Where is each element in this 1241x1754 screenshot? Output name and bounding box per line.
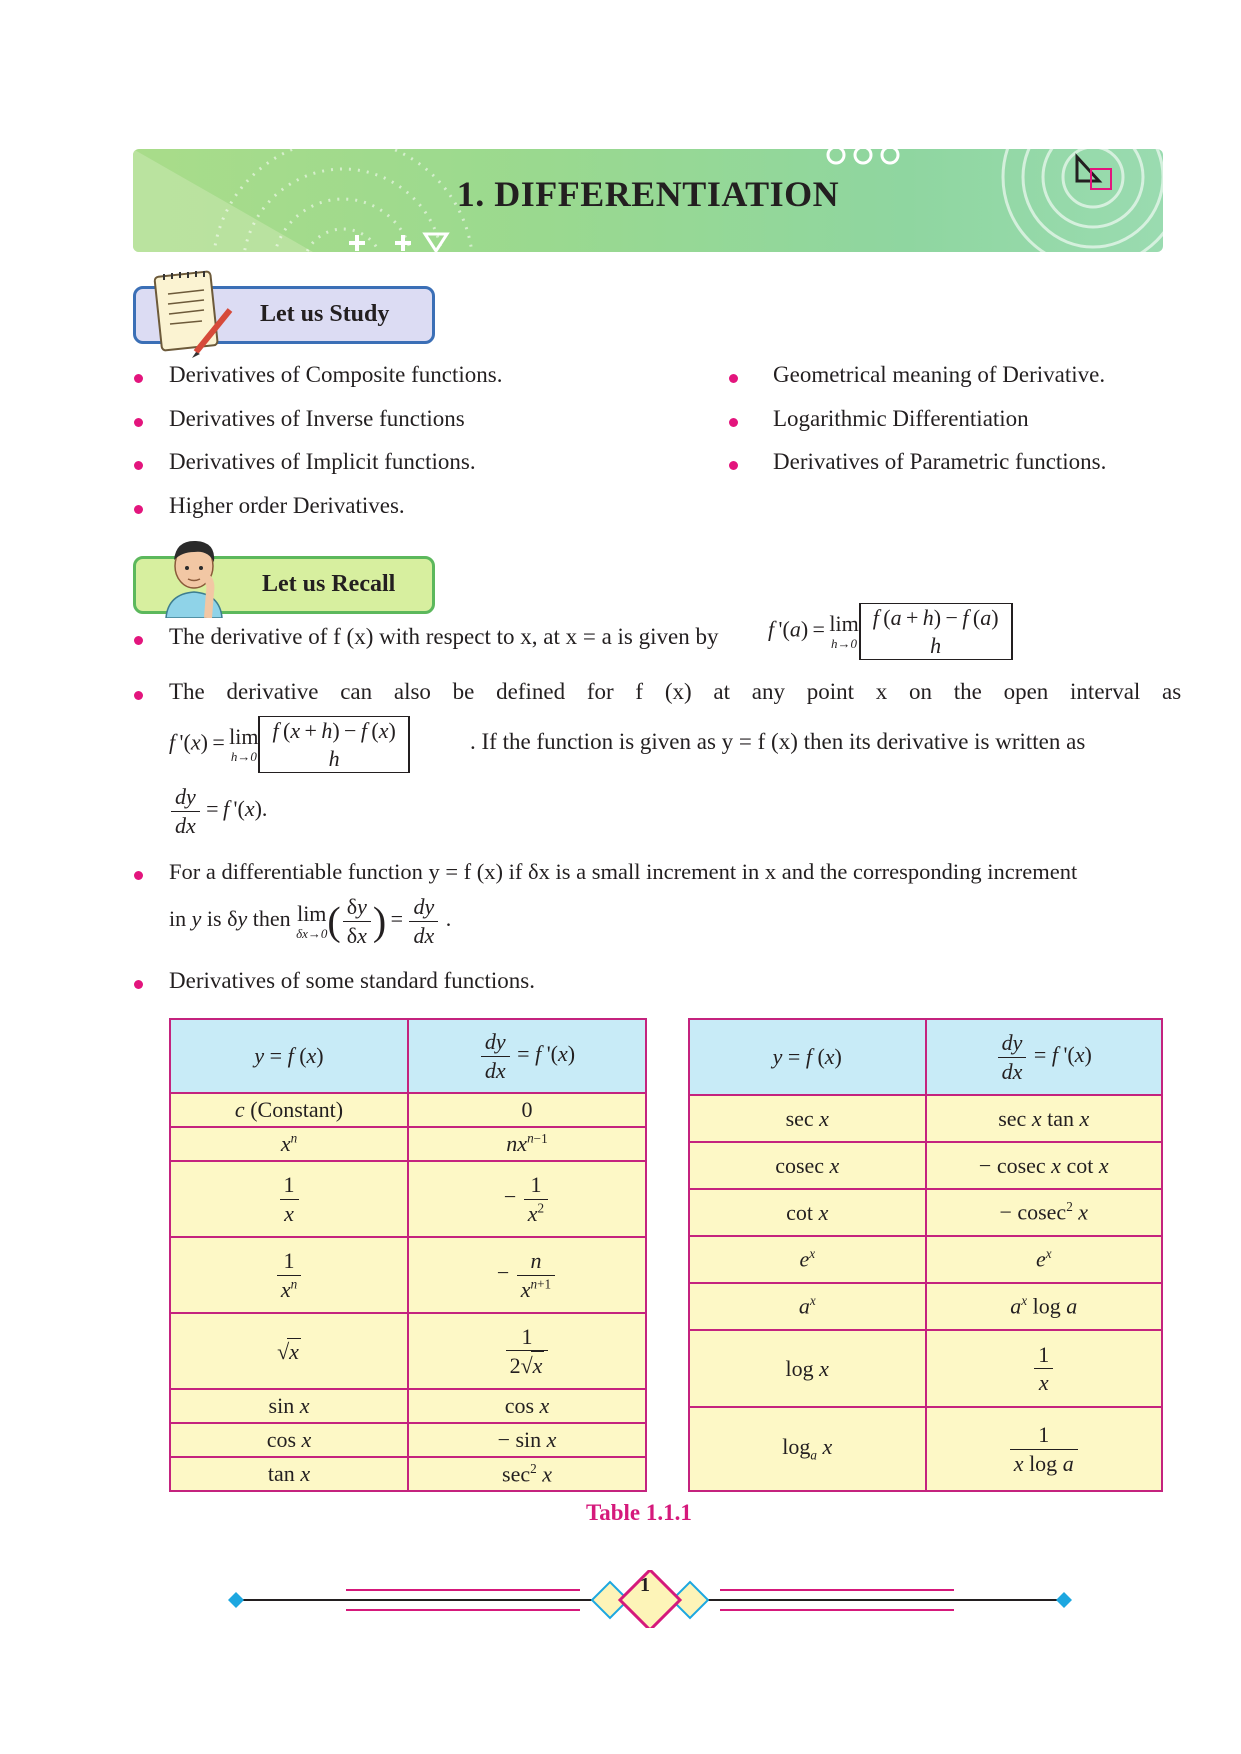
table-header-derivative: $\frac{dy}{dx}$ = f '(x) (408, 1019, 646, 1093)
let-us-recall-label: Let us Recall (262, 571, 396, 597)
table-row: $a^x$ $a^x$ log a (689, 1283, 1162, 1330)
recall-function-notation-text: . If the function is given as y = f (x) then its derivative is written as (470, 729, 1086, 754)
limit-increment-formula: in y is δy then lim δx→0 ( $\frac{\delta y}{\delta x}$ ) = $\frac{dy}{dx}$ . (169, 894, 452, 948)
recall-increment-text: For a differentiable function y = f (x) if δx is a small increment in x and the corresponding increment (169, 859, 1078, 884)
derivative-at-point-formula: f '(a) = lim h→0 f (a + h) − f (a) h (768, 603, 1013, 660)
notepad-pencil-icon (152, 270, 234, 358)
table-row: $e^x$ $e^x$ (689, 1236, 1162, 1283)
table-row: sin x cos x (170, 1389, 646, 1423)
bullet-dot (134, 374, 143, 383)
study-item: Derivatives of Inverse functions (169, 406, 465, 431)
standard-functions-intro: Derivatives of some standard functions. (169, 968, 535, 993)
thinking-boy-icon (158, 532, 230, 618)
study-item: Geometrical meaning of Derivative. (773, 362, 1106, 387)
table-row: $\frac{1}{x^n}$ − $\frac{n}{x^{n+1}}$ (170, 1237, 646, 1313)
recall-open-interval-text: The derivative can also be defined for f (x) at any point x on the open interval as (169, 679, 1182, 704)
bullet-dot (134, 418, 143, 427)
dy-dx-notation: $\frac{dy}{dx}$ = f '(x). (169, 783, 267, 839)
table-row: log x $\frac{1}{x}$ (689, 1330, 1162, 1407)
page-number: 1 (640, 1574, 650, 1596)
table-row: tan x $\sec^2 x$ (170, 1457, 646, 1491)
chapter-title: 1. DIFFERENTIATION (456, 174, 840, 214)
table-row: cot x − cosec$^2$ x (689, 1189, 1162, 1236)
bullet-dot (729, 418, 738, 427)
set-square-icon (1073, 153, 1123, 193)
bullet-dot (134, 980, 143, 989)
study-item: Higher order Derivatives. (169, 493, 405, 518)
bullet-dot (729, 461, 738, 470)
study-item: Derivatives of Composite functions. (169, 362, 503, 387)
table-row: $\log_a x$ $\frac{1}{\text{x log a}}$ (689, 1407, 1162, 1491)
bullet-dot (134, 691, 143, 700)
bullet-dot (729, 374, 738, 383)
table-row: √x $\frac{1}{2√x}$ (170, 1313, 646, 1389)
study-item: Derivatives of Implicit functions. (169, 449, 476, 474)
chapter-banner (133, 149, 1163, 252)
table-row: sec x sec x tan x (689, 1095, 1162, 1142)
table-row: cosec x − cosec x cot x (689, 1142, 1162, 1189)
bullet-dot (134, 871, 143, 880)
table-header-function: y = f (x) (689, 1019, 926, 1095)
table-caption: Table 1.1.1 (586, 1500, 692, 1525)
derivatives-table-left (169, 1018, 647, 1492)
table-row: cos x − sin x (170, 1423, 646, 1457)
table-row: $x^n$ $nx^{n-1}$ (170, 1127, 646, 1161)
bullet-dot (134, 636, 143, 645)
recall-derivative-definition-text: The derivative of f (x) with respect to x, at x = a is given by (169, 624, 719, 649)
table-header-derivative: $\frac{dy}{dx}$ = f '(x) (926, 1019, 1163, 1095)
study-item: Derivatives of Parametric functions. (773, 449, 1107, 474)
let-us-study-label: Let us Study (260, 301, 390, 327)
derivatives-table-right (688, 1018, 1163, 1492)
table-header-function: y = f (x) (170, 1019, 408, 1093)
table-row: c (Constant) 0 (170, 1093, 646, 1127)
derivative-general-formula: f '(x) = lim h→0 f (x + h) − f (x) h (169, 716, 410, 773)
bullet-dot (134, 505, 143, 514)
bullet-dot (134, 461, 143, 470)
table-row: $\frac{1}{x}$ − $\frac{1}{x^2}$ (170, 1161, 646, 1237)
study-item: Logarithmic Differentiation (773, 406, 1029, 431)
